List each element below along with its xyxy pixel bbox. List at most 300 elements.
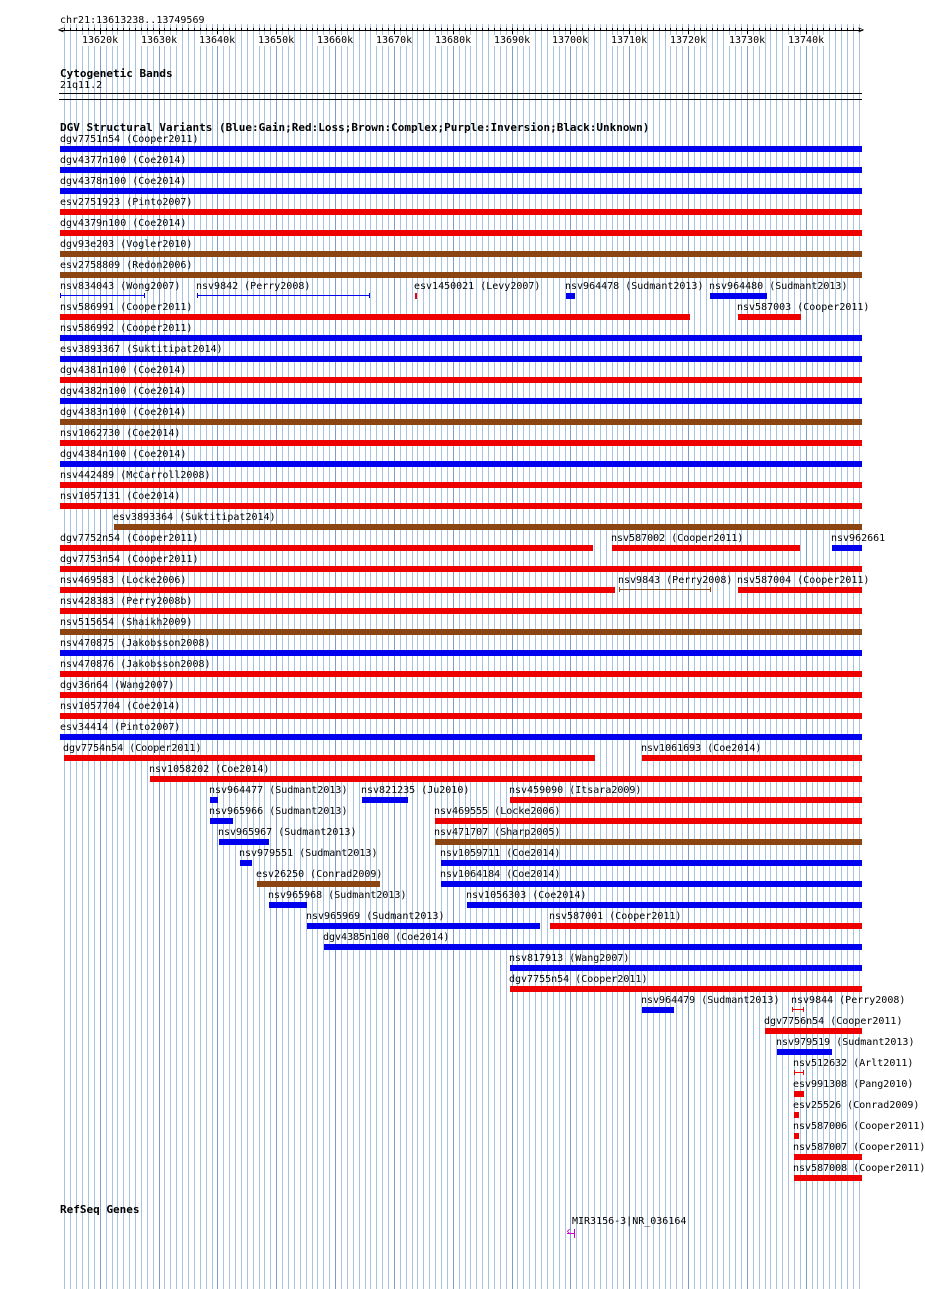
variant-label[interactable]: nsv1058202 (Coe2014) [149,764,270,775]
ruler-minor-tick [806,28,807,34]
variant-label[interactable]: esv25526 (Conrad2009) [793,1100,920,1111]
variant-bar[interactable] [219,839,269,845]
ruler-minor-tick [347,28,348,31]
dgv-track-title[interactable]: DGV Structural Variants (Blue:Gain;Red:Loss;Brown:Complex;Purple:Inversion;Black:Unknown) [60,121,650,134]
ruler-minor-tick [182,28,183,31]
ruler-minor-tick [429,28,430,31]
ruler-minor-tick [206,28,207,31]
variant-bar[interactable] [435,839,862,845]
variant-label[interactable]: esv3893367 (Suktitipat2014) [60,344,223,355]
variant-bar[interactable] [738,314,801,320]
ruler-minor-tick [247,28,248,31]
variant-label[interactable]: nsv9842 (Perry2008) [196,281,311,292]
variant-label[interactable]: nsv587006 (Cooper2011) [793,1121,925,1132]
variant-label[interactable]: nsv587007 (Cooper2011) [793,1142,925,1153]
ruler-minor-tick [353,28,354,31]
ruler-minor-tick [447,28,448,31]
ruler-minor-tick [770,28,771,31]
ruler-minor-tick [812,28,813,31]
ruler-minor-tick [417,28,418,31]
ruler-minor-tick [141,28,142,31]
ruler-tick-label: 13700k [552,35,589,46]
ruler-minor-tick [559,28,560,31]
variant-label[interactable]: nsv442489 (McCarroll2008) [60,470,211,481]
ruler-minor-tick [76,28,77,31]
variant-label[interactable]: dgv7753n54 (Cooper2011) [60,554,199,565]
ruler-minor-tick [588,28,589,31]
ruler-minor-tick [617,28,618,31]
ruler-minor-tick [753,28,754,31]
variant-label[interactable]: nsv9843 (Perry2008) [618,575,733,586]
ruler-tick-label: 13710k [611,35,648,46]
ruler-minor-tick [276,28,277,34]
variant-label[interactable]: nsv469555 (Locke2006) [434,806,561,817]
variant-label[interactable]: nsv979519 (Sudmant2013) [776,1037,915,1048]
variant-label[interactable]: nsv469583 (Locke2006) [60,575,187,586]
ruler-minor-tick [741,28,742,31]
ruler-minor-tick [129,28,130,31]
variant-bar[interactable] [441,881,862,887]
ruler-minor-tick [423,28,424,31]
position-readout: chr21:13613238..13749569 [60,15,205,26]
ruler-minor-tick [106,28,107,31]
variant-label[interactable]: nsv587003 (Cooper2011) [737,302,870,313]
variant-bar[interactable] [60,587,615,593]
variant-label[interactable]: nsv1062730 (Coe2014) [60,428,181,439]
ruler-tick-label: 13720k [670,35,707,46]
ruler-minor-tick [800,28,801,31]
variant-bar[interactable] [510,986,862,992]
variant-label[interactable]: nsv834043 (Wong2007) [60,281,181,292]
variant-label[interactable]: nsv964480 (Sudmant2013) [709,281,848,292]
variant-label[interactable]: nsv979551 (Sudmant2013) [239,848,378,859]
variant-bar[interactable] [60,188,862,194]
variant-bar[interactable] [510,965,862,971]
variant-bar[interactable] [60,734,862,740]
variant-bar[interactable] [832,545,862,551]
ruler-minor-tick [112,28,113,31]
variant-bar[interactable] [60,629,862,635]
variant-span-line[interactable] [619,589,711,590]
ruler-minor-tick [94,28,95,31]
ruler-minor-tick [482,28,483,31]
ruler-minor-tick [570,28,571,34]
ruler-minor-tick [600,28,601,31]
variant-bar[interactable] [210,797,218,803]
ruler-arrow-left: < [58,25,65,36]
ruler-minor-tick [847,28,848,31]
ruler-minor-tick [323,28,324,31]
variant-bar[interactable] [794,1091,804,1097]
ruler-minor-tick [406,28,407,31]
variant-bar[interactable] [240,860,252,866]
ruler-minor-tick [229,28,230,31]
ruler-minor-tick [300,28,301,31]
ruler-minor-tick [335,28,336,34]
variant-span-cap [710,587,711,592]
variant-bar[interactable] [60,545,593,551]
variant-label[interactable]: dgv36n64 (Wang2007) [60,680,175,691]
variant-label[interactable]: dgv7756n54 (Cooper2011) [764,1016,903,1027]
ruler-minor-tick [835,28,836,31]
ruler-minor-tick [153,28,154,31]
ruler-minor-tick [212,28,213,31]
variant-bar[interactable] [60,230,862,236]
ruler-minor-tick [729,28,730,31]
ruler-minor-tick [653,28,654,31]
variant-bar[interactable] [710,293,767,299]
variant-label[interactable]: nsv962661 [831,533,886,544]
ruler-tick-label: 13690k [494,35,531,46]
ruler-minor-tick [565,28,566,31]
ruler-tick-label: 13670k [376,35,413,46]
ruler-minor-tick [735,28,736,31]
variant-bar[interactable] [60,566,862,572]
ruler-minor-tick [465,28,466,31]
variant-label[interactable]: nsv965966 (Sudmant2013) [209,806,348,817]
variant-label[interactable]: dgv7751n54 (Cooper2011) [60,134,199,145]
variant-span-cap [803,1007,804,1012]
ruler-minor-tick [582,28,583,31]
variant-label[interactable]: dgv4385n100 (Coe2014) [323,932,450,943]
ruler-minor-tick [829,28,830,31]
variant-span-cap [794,1070,795,1075]
ruler-minor-tick [794,28,795,31]
ruler-minor-tick [453,28,454,34]
variant-label[interactable]: nsv587004 (Cooper2011) [737,575,870,586]
ruler-minor-tick [623,28,624,31]
cytoband-track-title[interactable]: Cytogenetic Bands [60,67,173,80]
ruler-minor-tick [676,28,677,31]
variant-bar[interactable] [467,902,862,908]
variant-label[interactable]: nsv1057131 (Coe2014) [60,491,181,502]
ruler-minor-tick [541,28,542,31]
variant-bar[interactable] [269,902,307,908]
variant-bar[interactable] [60,461,862,467]
ruler-minor-tick [629,28,630,34]
variant-bar[interactable] [60,650,862,656]
variant-label[interactable]: esv2758809 (Redon2006) [60,260,193,271]
variant-label[interactable]: nsv964477 (Sudmant2013) [209,785,348,796]
ruler-minor-tick [665,28,666,31]
variant-bar[interactable] [550,923,862,929]
variant-bar[interactable] [60,146,862,152]
variant-label[interactable]: nsv1064184 (Coe2014) [440,869,561,880]
ruler-minor-tick [747,28,748,34]
variant-label[interactable]: nsv964478 (Sudmant2013) [565,281,704,292]
variant-label[interactable]: nsv964479 (Sudmant2013) [641,995,780,1006]
variant-bar[interactable] [60,503,862,509]
variant-label[interactable]: dgv4384n100 (Coe2014) [60,449,187,460]
variant-label[interactable]: dgv4382n100 (Coe2014) [60,386,187,397]
variant-label[interactable]: nsv1061693 (Coe2014) [641,743,762,754]
ruler-minor-tick [117,28,118,31]
variant-label[interactable]: dgv4378n100 (Coe2014) [60,176,187,187]
gene-strand-arrow-icon: ‹ [565,1224,573,1238]
ruler-minor-tick [576,28,577,31]
variant-bar[interactable] [64,755,595,761]
variant-bar[interactable] [307,923,540,929]
ruler-minor-tick [641,28,642,31]
variant-label[interactable]: dgv4381n100 (Coe2014) [60,365,187,376]
ruler-minor-tick [853,28,854,31]
variant-label[interactable]: nsv471707 (Sharp2005) [434,827,561,838]
ruler-minor-tick [70,28,71,31]
ruler-minor-tick [400,28,401,31]
variant-span-cap [803,1070,804,1075]
variant-label[interactable]: dgv4383n100 (Coe2014) [60,407,187,418]
ruler-minor-tick [200,28,201,31]
ruler-tick-label: 13650k [258,35,295,46]
ruler-minor-tick [123,28,124,31]
ruler-minor-tick [441,28,442,31]
ruler-minor-tick [341,28,342,31]
ruler-minor-tick [188,28,189,31]
ruler-minor-tick [535,28,536,31]
variant-label[interactable]: nsv470876 (Jakobsson2008) [60,659,211,670]
variant-bar[interactable] [60,167,862,173]
ruler-minor-tick [365,28,366,31]
variant-label[interactable]: esv34414 (Pinto2007) [60,722,181,733]
variant-label[interactable]: nsv470875 (Jakobsson2008) [60,638,211,649]
ruler-minor-tick [359,28,360,31]
variant-label[interactable]: dgv4379n100 (Coe2014) [60,218,187,229]
variant-label[interactable]: nsv817913 (Wang2007) [509,953,630,964]
variant-span-cap [60,293,61,298]
variant-bar[interactable] [60,419,862,425]
ruler-minor-tick [523,28,524,31]
variant-span-cap [197,293,198,298]
ruler-minor-tick [241,28,242,31]
ruler-minor-tick [270,28,271,31]
variant-bar[interactable] [60,209,862,215]
variant-bar[interactable] [60,713,862,719]
variant-bar[interactable] [435,818,862,824]
variant-bar[interactable] [415,293,417,299]
ruler-minor-tick [329,28,330,31]
variant-bar[interactable] [441,860,862,866]
cytoband-line-top [59,93,862,94]
ruler-minor-tick [500,28,501,31]
variant-label[interactable]: dgv93e203 (Vogler2010) [60,239,193,250]
ruler-minor-tick [765,28,766,31]
variant-label[interactable]: nsv587002 (Cooper2011) [611,533,744,544]
variant-label[interactable]: nsv1059711 (Coe2014) [440,848,561,859]
ruler-minor-tick [370,28,371,31]
ruler-tick-label: 13660k [317,35,354,46]
variant-bar[interactable] [114,524,862,530]
gene-label[interactable]: MIR3156-3|NR_036164 [572,1216,687,1227]
variant-bar[interactable] [566,293,575,299]
variant-label[interactable]: nsv587001 (Cooper2011) [549,911,682,922]
variant-span-cap [144,293,145,298]
ruler-minor-tick [317,28,318,31]
ruler-minor-tick [147,28,148,31]
variant-bar[interactable] [60,608,862,614]
variant-bar[interactable] [60,671,862,677]
variant-label[interactable]: esv2751923 (Pinto2007) [60,197,193,208]
variant-span-cap [369,293,370,298]
variant-label[interactable]: nsv459090 (Itsara2009) [509,785,642,796]
ruler-minor-tick [217,28,218,34]
ruler-minor-tick [553,28,554,31]
ruler-minor-tick [776,28,777,31]
ruler-tick-label: 13640k [199,35,236,46]
ruler-minor-tick [176,28,177,31]
ruler-minor-tick [682,28,683,31]
ruler-tick-label: 13620k [82,35,119,46]
variant-bar[interactable] [60,398,862,404]
ruler-minor-tick [100,28,101,34]
ruler-minor-tick [506,28,507,31]
cytoband-label: 21q11.2 [60,80,103,91]
variant-label[interactable]: nsv821235 (Ju2010) [361,785,470,796]
ruler-minor-tick [164,28,165,31]
ruler-minor-tick [723,28,724,31]
variant-label[interactable]: nsv9844 (Perry2008) [791,995,906,1006]
ruler-minor-tick [688,28,689,34]
variant-bar[interactable] [794,1175,862,1181]
variant-bar[interactable] [60,272,862,278]
ruler-tick-label: 13630k [141,35,178,46]
ruler-minor-tick [517,28,518,31]
ruler-minor-tick [435,28,436,31]
ruler-minor-tick [412,28,413,31]
ruler-minor-tick [494,28,495,31]
ruler-minor-tick [294,28,295,31]
variant-bar[interactable] [60,692,862,698]
ruler-minor-tick [488,28,489,31]
variant-label[interactable]: nsv587008 (Cooper2011) [793,1163,925,1174]
variant-label[interactable]: nsv1057704 (Coe2014) [60,701,181,712]
ruler-minor-tick [259,28,260,31]
variant-label[interactable]: dgv7754n54 (Cooper2011) [63,743,202,754]
ruler-minor-tick [470,28,471,31]
ruler-minor-tick [782,28,783,31]
variant-label[interactable]: nsv515654 (Shaikh2009) [60,617,193,628]
ruler-minor-tick [594,28,595,31]
variant-span-cap [619,587,620,592]
variant-bar[interactable] [642,755,862,761]
variant-label[interactable]: nsv428383 (Perry2008b) [60,596,193,607]
ruler-minor-tick [817,28,818,31]
variant-bar[interactable] [777,1049,832,1055]
ruler-minor-tick [135,28,136,31]
ruler-minor-tick [159,28,160,34]
ruler-tick-label: 13730k [729,35,766,46]
variant-bar[interactable] [60,356,862,362]
variant-bar[interactable] [612,545,800,551]
variant-bar[interactable] [794,1154,862,1160]
ruler-minor-tick [635,28,636,31]
ruler-minor-tick [512,28,513,34]
ruler-minor-tick [88,28,89,31]
variant-label[interactable]: dgv7752n54 (Cooper2011) [60,533,199,544]
variant-bar[interactable] [765,1028,862,1034]
ruler-minor-tick [547,28,548,31]
variant-span-cap [792,1007,793,1012]
ruler-minor-tick [170,28,171,31]
gene-end-tick [574,1229,575,1238]
variant-bar[interactable] [60,482,862,488]
ruler-minor-tick [223,28,224,31]
variant-span-line[interactable] [60,295,145,296]
ruler-minor-tick [235,28,236,31]
ruler-minor-tick [612,28,613,31]
variant-bar[interactable] [150,776,862,782]
variant-bar[interactable] [257,881,380,887]
variant-span-line[interactable] [197,295,370,296]
variant-label[interactable]: nsv586991 (Cooper2011) [60,302,193,313]
ruler-minor-tick [376,28,377,31]
ruler-minor-tick [388,28,389,31]
ruler-minor-tick [659,28,660,31]
ruler-minor-tick [306,28,307,31]
ruler-minor-tick [606,28,607,31]
variant-bar[interactable] [324,944,862,950]
variant-bar[interactable] [794,1133,799,1139]
ruler-minor-tick [459,28,460,31]
variant-label[interactable]: nsv965968 (Sudmant2013) [268,890,407,901]
ruler-tick-label: 13680k [435,35,472,46]
ruler-minor-tick [194,28,195,31]
ruler-minor-tick [788,28,789,31]
variant-bar[interactable] [738,587,862,593]
ruler-minor-tick [841,28,842,31]
ruler-minor-tick [288,28,289,31]
variant-bar[interactable] [60,251,862,257]
variant-label[interactable]: dgv7755n54 (Cooper2011) [509,974,648,985]
variant-label[interactable]: nsv965969 (Sudmant2013) [306,911,445,922]
variant-bar[interactable] [60,314,690,320]
variant-label[interactable]: esv3893364 (Suktitipat2014) [113,512,276,523]
variant-label[interactable]: dgv4377n100 (Coe2014) [60,155,187,166]
ruler-minor-tick [759,28,760,31]
ruler-minor-tick [253,28,254,31]
variant-bar[interactable] [642,1007,674,1013]
ruler-minor-tick [706,28,707,31]
variant-bar[interactable] [60,440,862,446]
ruler-minor-tick [64,28,65,31]
ruler-minor-tick [82,28,83,31]
variant-label[interactable]: esv1450021 (Levy2007) [414,281,541,292]
variant-label[interactable]: esv991308 (Pang2010) [793,1079,914,1090]
ruler-minor-tick [712,28,713,31]
variant-label[interactable]: nsv512632 (Arlt2011) [793,1058,914,1069]
cytoband-line-bottom [59,99,862,100]
variant-label[interactable]: nsv586992 (Cooper2011) [60,323,193,334]
variant-label[interactable]: nsv1056303 (Coe2014) [466,890,587,901]
ruler-minor-tick [282,28,283,31]
variant-bar[interactable] [210,818,233,824]
ruler-minor-tick [700,28,701,31]
ruler-minor-tick [312,28,313,31]
variant-label[interactable]: esv26250 (Conrad2009) [256,869,383,880]
ruler-minor-tick [823,28,824,31]
ruler-minor-tick [670,28,671,31]
ruler-arrow-right: > [858,25,865,36]
variant-label[interactable]: nsv965967 (Sudmant2013) [218,827,357,838]
ruler-minor-tick [694,28,695,31]
variant-bar[interactable] [362,797,408,803]
ruler-minor-tick [529,28,530,31]
variant-bar[interactable] [60,335,862,341]
refseq-track-title[interactable]: RefSeq Genes [60,1203,140,1216]
variant-bar[interactable] [60,377,862,383]
variant-bar[interactable] [794,1112,799,1118]
variant-bar[interactable] [510,797,862,803]
ruler-minor-tick [476,28,477,31]
